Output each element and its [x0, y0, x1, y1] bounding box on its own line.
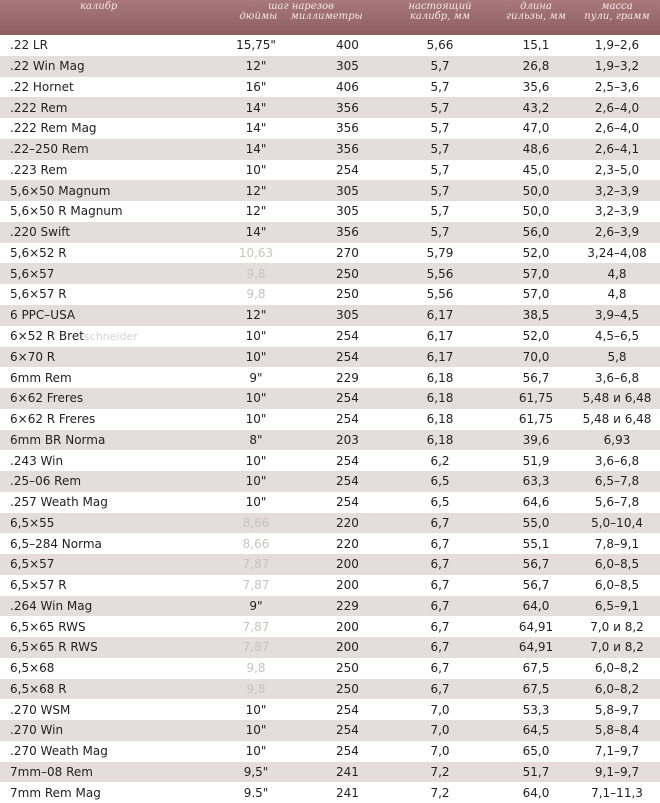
cell-caliber: 6 PPC–USA: [10, 308, 76, 323]
cell-mass: 7,1–9,7: [594, 744, 640, 759]
cell-caliber: 5,6×50 Magnum: [10, 183, 111, 198]
cell-true-caliber: 7,0: [430, 702, 450, 717]
cell-true-caliber: 6,17: [426, 329, 454, 343]
cell-caliber: .243 Win: [10, 453, 64, 468]
cell-mass: 5,8–8,4: [594, 723, 640, 738]
table-row: [0, 533, 660, 554]
cell-twist-mm: 406: [336, 79, 359, 94]
cell-true-caliber: 6,18: [426, 432, 454, 447]
table-row: [0, 326, 660, 347]
cell-twist-inches: 12": [245, 183, 267, 198]
cell-mass: 7,8–9,1: [594, 536, 640, 551]
cell-twist-mm: 229: [336, 598, 359, 613]
cell-true-caliber: 6,7: [430, 598, 450, 613]
cell-mass: 2,5–3,6: [594, 79, 640, 94]
cell-twist-inches: 7,87: [242, 640, 270, 655]
cell-caliber: 5,6×57 R: [10, 287, 67, 302]
cell-twist-inches: 10": [245, 744, 267, 759]
cell-mass: 6,5–9,1: [594, 598, 640, 613]
cell-caliber: .264 Win Mag: [10, 598, 93, 613]
table-row: [0, 35, 660, 56]
cell-true-caliber: 5,7: [430, 204, 450, 219]
cell-true-caliber: 6,7: [430, 515, 450, 530]
cell-mass: 5,48 и 6,48: [582, 412, 652, 427]
cell-caliber: .257 Weath Mag: [10, 495, 108, 510]
cell-true-caliber: 5,56: [426, 287, 454, 302]
table-row: [0, 596, 660, 617]
cell-caliber: .22–250 Rem: [10, 142, 89, 157]
cell-twist-mm: 254: [336, 723, 359, 738]
cell-twist-mm: 203: [336, 432, 359, 447]
table-row: [0, 741, 660, 762]
table-row: [0, 409, 660, 430]
cell-twist-inches: 10": [245, 329, 267, 343]
cell-twist-mm: 229: [336, 370, 359, 385]
table-row: [0, 658, 660, 679]
cell-twist-mm: 254: [336, 349, 359, 364]
table-row: [0, 160, 660, 181]
cell-twist-inches: 12": [245, 59, 267, 74]
cell-twist-inches: 10": [245, 349, 267, 364]
cell-twist-inches: 7,87: [242, 557, 270, 572]
table-row: [0, 388, 660, 409]
cell-true-caliber: 7,0: [430, 723, 450, 738]
table-row: [0, 637, 660, 658]
cell-twist-mm: 305: [336, 183, 359, 198]
cell-caliber: 6,5×55: [10, 515, 55, 530]
table-row: [0, 513, 660, 534]
cell-twist-mm: 305: [336, 308, 359, 323]
cell-length: 64,5: [522, 723, 550, 738]
cell-twist-inches: 14": [245, 100, 267, 115]
cell-true-caliber: 6,7: [430, 661, 450, 676]
cell-length: 57,0: [522, 266, 550, 281]
cell-length: 50,0: [522, 204, 550, 219]
cell-caliber: 6,5×68 R: [10, 681, 67, 696]
cell-caliber: 6,5×57: [10, 557, 55, 572]
table-row: [0, 243, 660, 264]
table-row: [0, 492, 660, 513]
cell-true-caliber: 7,2: [430, 785, 450, 800]
cell-caliber: 7mm–08 Rem: [10, 764, 93, 779]
cell-mass: 3,2–3,9: [594, 204, 640, 219]
cell-mass: 4,8: [607, 266, 627, 281]
cell-true-caliber: 5,7: [430, 100, 450, 115]
cell-caliber: .22 LR: [10, 38, 48, 53]
cell-twist-inches: 10,63: [238, 245, 274, 260]
cell-length: 47,0: [522, 121, 550, 136]
cell-caliber: 6mm Rem: [10, 370, 72, 385]
cell-mass: 1,9–3,2: [594, 59, 640, 74]
cell-length: 56,7: [522, 370, 550, 385]
cell-mass: 6,0–8,2: [594, 681, 640, 696]
table-row: [0, 139, 660, 160]
cell-length: 48,6: [522, 142, 550, 157]
cell-length: 61,75: [518, 391, 554, 406]
cell-mass: 6,0–8,2: [594, 661, 640, 676]
cell-caliber: 6×70 R: [10, 349, 56, 364]
cell-mass: 6,5–7,8: [594, 474, 640, 489]
cell-length: 63,3: [522, 474, 550, 489]
cell-length: 35,6: [522, 79, 550, 94]
table-row: [0, 782, 660, 803]
cell-twist-inches: 10": [245, 723, 267, 738]
cell-twist-inches: 9,8: [246, 681, 266, 696]
cell-twist-mm: 250: [336, 266, 359, 281]
cell-caliber: 6×62 R Freres: [10, 412, 96, 427]
cell-length: 65,0: [522, 744, 550, 759]
cell-true-caliber: 6,7: [430, 578, 450, 593]
cell-mass: 7,1–11,3: [591, 785, 643, 800]
cell-true-caliber: 6,5: [430, 495, 450, 510]
cell-true-caliber: 6,7: [430, 619, 450, 634]
header-twist-inches: дюймы: [239, 11, 278, 22]
cell-length: 52,0: [522, 329, 550, 343]
cell-caliber: 6,5×65 R RWS: [10, 640, 98, 655]
cell-length: 38,5: [522, 308, 550, 323]
header-twist-title: шаг нарезов: [268, 1, 334, 12]
cell-caliber: 6,5×57 R: [10, 578, 67, 593]
cell-twist-inches: 10": [245, 702, 267, 717]
cell-length: 57,0: [522, 287, 550, 302]
table-row: [0, 263, 660, 284]
cell-twist-inches: 12": [245, 308, 267, 323]
cell-true-caliber: 6,17: [426, 349, 454, 364]
table-row: [0, 554, 660, 575]
cell-twist-mm: 220: [336, 536, 359, 551]
cell-true-caliber: 5,7: [430, 79, 450, 94]
cell-twist-mm: 356: [336, 142, 359, 157]
cell-caliber: .25–06 Rem: [10, 474, 82, 489]
cell-length: 51,7: [522, 764, 550, 779]
cell-length: 70,0: [522, 349, 550, 364]
cell-true-caliber: 6,18: [426, 391, 454, 406]
table-row: [0, 616, 660, 637]
cell-true-caliber: 5,66: [426, 38, 454, 53]
cell-twist-inches: 16": [245, 79, 267, 94]
table-row: [0, 284, 660, 305]
table-row: [0, 77, 660, 98]
cell-true-caliber: 6,7: [430, 557, 450, 572]
cell-twist-mm: 254: [336, 391, 359, 406]
cell-length: 64,91: [518, 619, 554, 634]
cell-true-caliber: 6,17: [426, 308, 454, 323]
cell-twist-mm: 254: [336, 702, 359, 717]
cell-twist-inches: 14": [245, 225, 267, 240]
cell-twist-inches: 9,5": [243, 764, 269, 779]
cell-twist-mm: 305: [336, 204, 359, 219]
cell-length: 64,0: [522, 598, 550, 613]
cell-length: 56,7: [522, 578, 550, 593]
cell-twist-inches: 14": [245, 142, 267, 157]
table-row: [0, 222, 660, 243]
cell-twist-inches: 8,66: [242, 515, 270, 530]
cell-twist-inches: 9": [249, 598, 263, 613]
cell-twist-mm: 250: [336, 661, 359, 676]
cell-length: 55,0: [522, 515, 550, 530]
cell-twist-mm: 254: [336, 744, 359, 759]
cell-length: 26,8: [522, 59, 550, 74]
cell-length: 64,0: [522, 785, 550, 800]
cell-length: 45,0: [522, 162, 550, 177]
table-row: [0, 762, 660, 783]
cell-mass: 5,8: [607, 349, 627, 364]
cell-twist-mm: 356: [336, 225, 359, 240]
cell-length: 15,1: [522, 38, 550, 53]
header-mass: масса пули, грамм: [584, 1, 650, 22]
cell-twist-mm: 305: [336, 59, 359, 74]
table-row: [0, 430, 660, 451]
cell-mass: 2,6–4,0: [594, 121, 640, 136]
cell-mass: 2,3–5,0: [594, 162, 640, 177]
header-row: [0, 0, 660, 35]
cell-caliber: .22 Hornet: [10, 79, 74, 94]
table-row: [0, 180, 660, 201]
cell-twist-mm: 200: [336, 557, 359, 572]
cell-true-caliber: 7,2: [430, 764, 450, 779]
cell-twist-inches: 8": [249, 432, 263, 447]
cell-true-caliber: 7,0: [430, 744, 450, 759]
cell-true-caliber: 6,7: [430, 640, 450, 655]
cell-length: 43,2: [522, 100, 550, 115]
table-row: [0, 471, 660, 492]
cell-mass: 3,9–4,5: [594, 308, 640, 323]
cell-mass: 4,5–6,5: [594, 329, 640, 343]
cell-twist-mm: 200: [336, 640, 359, 655]
cell-mass: 6,0–8,5: [594, 557, 640, 572]
cell-true-caliber: 6,7: [430, 681, 450, 696]
cell-twist-mm: 241: [336, 764, 359, 779]
cell-length: 56,7: [522, 557, 550, 572]
header-true-caliber: настоящий калибр, мм: [408, 1, 472, 22]
cell-length: 64,6: [522, 495, 550, 510]
cell-caliber: 6,5×68: [10, 661, 55, 676]
table-row: [0, 56, 660, 77]
cell-twist-inches: 9,8: [246, 287, 266, 302]
cell-twist-inches: 12": [245, 204, 267, 219]
cell-twist-inches: 9,8: [246, 661, 266, 676]
cell-twist-inches: 10": [245, 453, 267, 468]
table-row: [0, 367, 660, 388]
cell-caliber: .220 Swift: [10, 225, 71, 240]
cell-twist-mm: 254: [336, 329, 359, 343]
cell-mass: 4,8: [607, 287, 627, 302]
cell-caliber: .270 Win: [10, 723, 64, 738]
table-row: [0, 201, 660, 222]
cell-mass: 3,24–4,08: [587, 245, 647, 260]
cell-caliber: 5,6×50 R Magnum: [10, 204, 123, 219]
cell-caliber: .223 Rem: [10, 162, 68, 177]
cell-twist-inches: 7,87: [242, 578, 270, 593]
cell-length: 50,0: [522, 183, 550, 198]
cell-caliber: 6mm BR Norma: [10, 432, 106, 447]
cell-caliber: .270 Weath Mag: [10, 744, 108, 759]
cell-true-caliber: 6,5: [430, 474, 450, 489]
table-row: [0, 118, 660, 139]
cell-length: 51,9: [522, 453, 550, 468]
table-row: [0, 347, 660, 368]
cell-length: 56,0: [522, 225, 550, 240]
cell-caliber: 5,6×57: [10, 266, 55, 281]
cell-true-caliber: 5,7: [430, 225, 450, 240]
cell-mass: 9,1–9,7: [594, 764, 640, 779]
table-row: [0, 97, 660, 118]
cell-mass: 3,6–6,8: [594, 370, 640, 385]
cell-twist-mm: 254: [336, 162, 359, 177]
cell-twist-mm: 250: [336, 287, 359, 302]
cell-twist-inches: 10": [245, 391, 267, 406]
cell-mass: 3,2–3,9: [594, 183, 640, 198]
cell-mass: 5,48 и 6,48: [582, 391, 652, 406]
cell-twist-inches: 10": [245, 412, 267, 427]
cell-twist-inches: 10": [245, 162, 267, 177]
cell-twist-inches: 15,75": [236, 38, 276, 53]
cell-twist-mm: 400: [336, 38, 359, 53]
table-row: [0, 679, 660, 700]
cell-mass: 2,6–4,0: [594, 100, 640, 115]
cell-true-caliber: 6,18: [426, 412, 454, 427]
cell-true-caliber: 5,7: [430, 59, 450, 74]
cell-caliber: 5,6×52 R: [10, 245, 67, 260]
cell-mass: 7,0 и 8,2: [590, 619, 644, 634]
cell-caliber: .270 WSM: [10, 702, 71, 717]
cell-twist-inches: 10": [245, 474, 267, 489]
cell-true-caliber: 5,7: [430, 183, 450, 198]
cell-mass: 1,9–2,6: [594, 38, 640, 53]
table-row: [0, 575, 660, 596]
cell-twist-mm: 200: [336, 578, 359, 593]
cell-twist-inches: 9.5": [243, 785, 269, 800]
cell-twist-mm: 254: [336, 453, 359, 468]
cell-twist-mm: 220: [336, 515, 359, 530]
table-row: [0, 699, 660, 720]
cell-length: 67,5: [522, 681, 550, 696]
cell-twist-mm: 250: [336, 681, 359, 696]
cell-twist-inches: 9": [249, 370, 263, 385]
table-body: [0, 35, 660, 803]
cell-length: 55,1: [522, 536, 550, 551]
table-header: [0, 0, 660, 35]
cell-twist-mm: 241: [336, 785, 359, 800]
cell-mass: 5,6–7,8: [594, 495, 640, 510]
cell-length: 61,75: [518, 412, 554, 427]
cell-true-caliber: 6,2: [430, 453, 450, 468]
cell-caliber: 7mm Rem Mag: [10, 785, 101, 800]
cell-twist-mm: 200: [336, 619, 359, 634]
header-twist-mm: миллиметры: [290, 11, 363, 22]
cell-twist-inches: 10": [245, 495, 267, 510]
cell-true-caliber: 5,7: [430, 142, 450, 157]
cell-twist-mm: 356: [336, 121, 359, 136]
cell-twist-mm: 270: [336, 245, 359, 260]
cell-true-caliber: 6,7: [430, 536, 450, 551]
header-caliber: калибр: [80, 1, 118, 12]
cell-length: 39,6: [522, 432, 550, 447]
cell-mass: 5,8–9,7: [594, 702, 640, 717]
cell-twist-inches: 9,8: [246, 266, 266, 281]
header-twist: [200, 0, 382, 35]
cell-true-caliber: 5,7: [430, 162, 450, 177]
cell-caliber: .222 Rem: [10, 100, 68, 115]
cell-true-caliber: 5,79: [426, 245, 454, 260]
cell-twist-mm: 254: [336, 412, 359, 427]
cell-twist-inches: 14": [245, 121, 267, 136]
cell-mass: 2,6–3,9: [594, 225, 640, 240]
header-length: длина гильзы, мм: [506, 1, 566, 22]
cell-true-caliber: 5,7: [430, 121, 450, 136]
table-row: [0, 305, 660, 326]
cell-mass: 7,0 и 8,2: [590, 640, 644, 655]
cell-mass: 6,0–8,5: [594, 578, 640, 593]
table-row: [0, 450, 660, 471]
cell-caliber: 6×62 Freres: [10, 391, 84, 406]
cell-mass: 6,93: [603, 432, 631, 447]
cell-twist-inches: 8,66: [242, 536, 270, 551]
cell-true-caliber: 6,18: [426, 370, 454, 385]
cell-mass: 5,0–10,4: [591, 515, 643, 530]
cell-length: 67,5: [522, 661, 550, 676]
cell-caliber: 6×52 R Bretschneider: [10, 328, 138, 343]
cell-true-caliber: 5,56: [426, 266, 454, 281]
cell-caliber: .222 Rem Mag: [10, 121, 97, 136]
cell-mass: 2,6–4,1: [594, 142, 640, 157]
watermark-text: schneider: [83, 329, 138, 343]
cell-twist-mm: 254: [336, 495, 359, 510]
cell-twist-mm: 254: [336, 474, 359, 489]
cell-caliber: .22 Win Mag: [10, 59, 85, 74]
cell-mass: 3,6–6,8: [594, 453, 640, 468]
cell-length: 52,0: [522, 245, 550, 260]
table-row: [0, 720, 660, 741]
cell-length: 53,3: [522, 702, 550, 717]
cell-length: 64,91: [518, 640, 554, 655]
cell-caliber: 6,5–284 Norma: [10, 536, 102, 551]
cell-twist-mm: 356: [336, 100, 359, 115]
cell-twist-inches: 7,87: [242, 619, 270, 634]
cell-caliber: 6,5×65 RWS: [10, 619, 86, 634]
